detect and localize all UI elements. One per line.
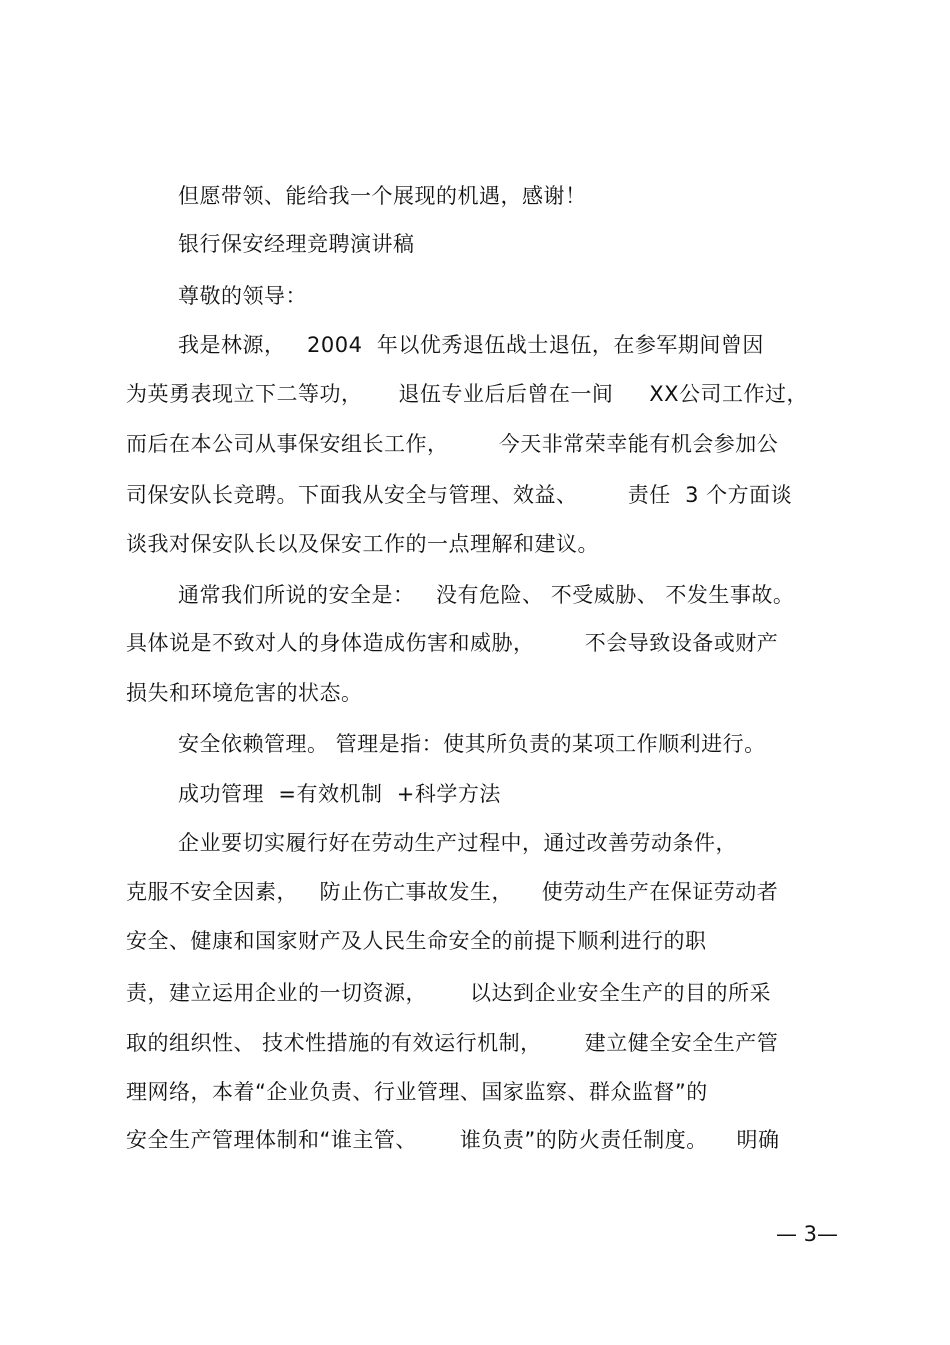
- text-line: 安全生产管理体制和“谁主管、 谁负责”的防火责任制度。 明确: [126, 1128, 780, 1152]
- text-line: 而后在本公司从事保安组长工作， 今天非常荣幸能有机会参加公: [126, 432, 779, 456]
- text-line: 安全、健康和国家财产及人民生命安全的前提下顺利进行的职: [126, 929, 707, 953]
- text-line: 安全依赖管理。 管理是指：使其所负责的某项工作顺利进行。: [178, 732, 766, 756]
- text-line: 我是林源， 2004 年以优秀退伍战士退伍，在参军期间曾因: [178, 333, 764, 357]
- text-line: 通常我们所说的安全是： 没有危险、 不受威胁、 不发生事故。: [178, 583, 795, 607]
- text-line: 成功管理 =有效机制 +科学方法: [178, 782, 501, 806]
- text-line: 责，建立运用企业的一切资源， 以达到企业安全生产的目的所采: [126, 981, 772, 1005]
- text-line: 谈我对保安队长以及保安工作的一点理解和建议。: [126, 532, 599, 556]
- text-line: 企业要切实履行好在劳动生产过程中，通过改善劳动条件，: [178, 831, 737, 855]
- text-line: 损失和环境危害的状态。: [126, 681, 363, 705]
- text-line: 具体说是不致对人的身体造成伤害和威胁， 不会导致设备或财产: [126, 631, 779, 655]
- text-line: 但愿带领、能给我一个展现的机遇，感谢！: [178, 184, 587, 208]
- page-number: — 3—: [776, 1222, 839, 1246]
- text-line: 为英勇表现立下二等功， 退伍专业后后曾在一间 XX公司工作过，: [126, 382, 809, 406]
- text-line: 司保安队长竞聘。下面我从安全与管理、效益、 责任 3 个方面谈: [126, 483, 793, 507]
- text-line: 克服不安全因素， 防止伤亡事故发生， 使劳动生产在保证劳动者: [126, 880, 779, 904]
- text-line: 银行保安经理竞聘演讲稿: [178, 232, 415, 256]
- text-line: 尊敬的领导：: [178, 284, 307, 308]
- text-line: 取的组织性、 技术性措施的有效运行机制， 建立健全安全生产管: [126, 1031, 779, 1055]
- text-line: 理网络，本着“企业负责、行业管理、国家监察、群众监督”的: [126, 1080, 708, 1104]
